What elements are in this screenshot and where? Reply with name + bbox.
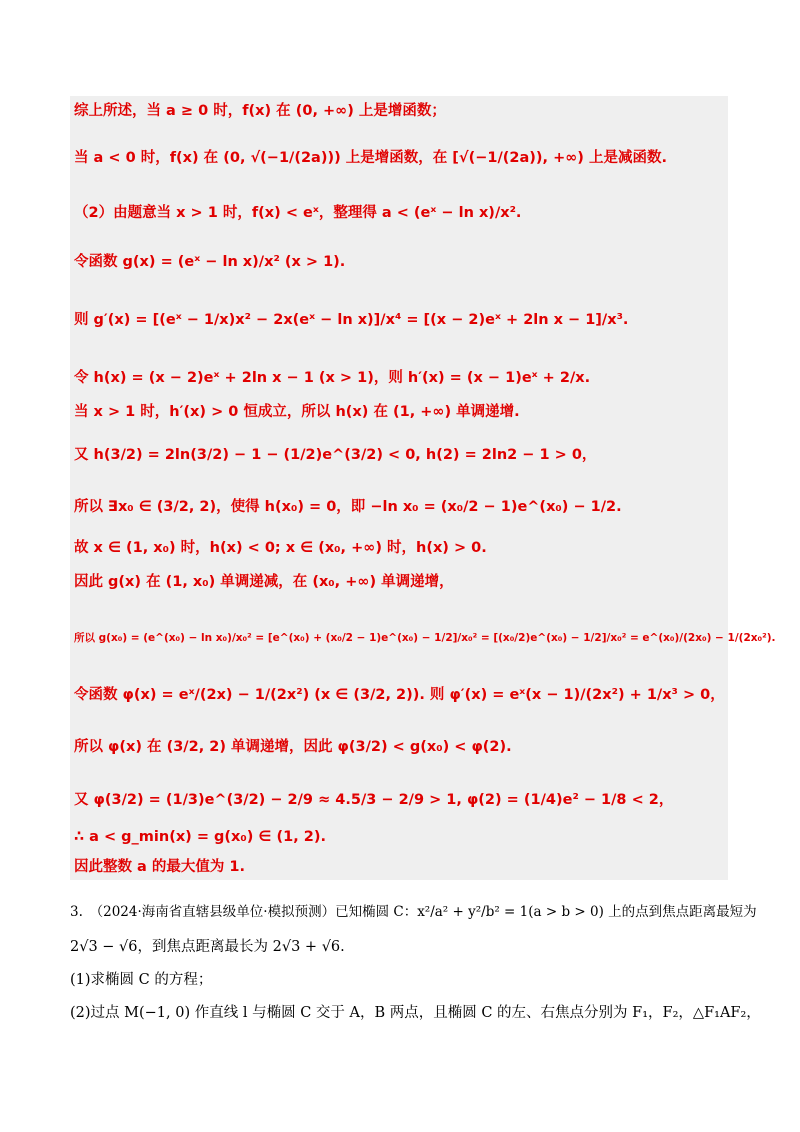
solution-line-8: 又 h(3/2) = 2ln(3/2) − 1 − (1/2)e^(3/2) < 0, h(2) = 2ln2 − 1 > 0，	[74, 447, 597, 463]
question-line-4: (2)过点 M(−1, 0) 作直线 l 与椭圆 C 交于 A，B 两点，且椭圆 C 的左、右焦点分别为 F₁，F₂，△F₁AF₂，	[70, 1005, 761, 1021]
solution-line-1: 综上所述，当 a ≥ 0 时，f(x) 在 (0, +∞) 上是增函数；	[74, 103, 446, 119]
question-line-1: 3. （2024·海南省直辖县级单位·模拟预测）已知椭圆 C：x²/a² + y²/b² = 1(a > b > 0) 上的点到焦点距离最短为	[70, 904, 757, 920]
solution-line-7: 当 x > 1 时，h′(x) > 0 恒成立，所以 h(x) 在 (1, +∞) 单调递增.	[74, 404, 520, 420]
solution-line-4: 令函数 g(x) = (eˣ − ln x)/x² (x > 1).	[74, 254, 346, 270]
solution-line-16: ∴ a < g_min(x) = g(x₀) ∈ (1, 2).	[74, 829, 326, 845]
question-line-2: 2√3 − √6，到焦点距离最长为 2√3 + √6.	[70, 939, 345, 955]
solution-line-15: 又 φ(3/2) = (1/3)e^(3/2) − 2/9 ≈ 4.5/3 − 2/9 > 1, φ(2) = (1/4)e² − 1/8 < 2，	[74, 792, 674, 808]
solution-line-13: 令函数 φ(x) = eˣ/(2x) − 1/(2x²) (x ∈ (3/2, 2)). 则 φ′(x) = eˣ(x − 1)/(2x²) + 1/x³ > 0，	[74, 687, 725, 703]
solution-line-12: 所以 g(x₀) = (e^(x₀) − ln x₀)/x₀² = [e^(x₀) + (x₀/2 − 1)e^(x₀) − 1/2]/x₀² = [(x₀/2)e^(x₀) − 1/2]/x₀² = e^(x₀)/(2x₀) − 1/(2x₀²).	[74, 632, 776, 644]
solution-line-11: 因此 g(x) 在 (1, x₀) 单调递减，在 (x₀, +∞) 单调递增，	[74, 574, 454, 590]
solution-line-10: 故 x ∈ (1, x₀) 时，h(x) < 0; x ∈ (x₀, +∞) 时，h(x) > 0.	[74, 540, 487, 556]
solution-line-17: 因此整数 a 的最大值为 1.	[74, 859, 246, 875]
solution-line-9: 所以 ∃x₀ ∈ (3/2, 2)，使得 h(x₀) = 0，即 −ln x₀ = (x₀/2 − 1)e^(x₀) − 1/2.	[74, 499, 622, 515]
solution-line-6: 令 h(x) = (x − 2)eˣ + 2ln x − 1 (x > 1)，则 h′(x) = (x − 1)eˣ + 2/x.	[74, 370, 591, 386]
solution-line-2: 当 a < 0 时，f(x) 在 (0, √(−1/(2a))) 上是增函数，在 [√(−1/(2a)), +∞) 上是减函数.	[74, 150, 667, 166]
solution-line-3: （2）由题意当 x > 1 时，f(x) < eˣ，整理得 a < (eˣ − ln x)/x².	[74, 205, 522, 221]
question-line-3: (1)求椭圆 C 的方程；	[70, 972, 213, 988]
solution-line-14: 所以 φ(x) 在 (3/2, 2) 单调递增，因此 φ(3/2) < g(x₀) < φ(2).	[74, 739, 512, 755]
solution-line-5: 则 g′(x) = [(eˣ − 1/x)x² − 2x(eˣ − ln x)]/x⁴ = [(x − 2)eˣ + 2ln x − 1]/x³.	[74, 312, 629, 328]
